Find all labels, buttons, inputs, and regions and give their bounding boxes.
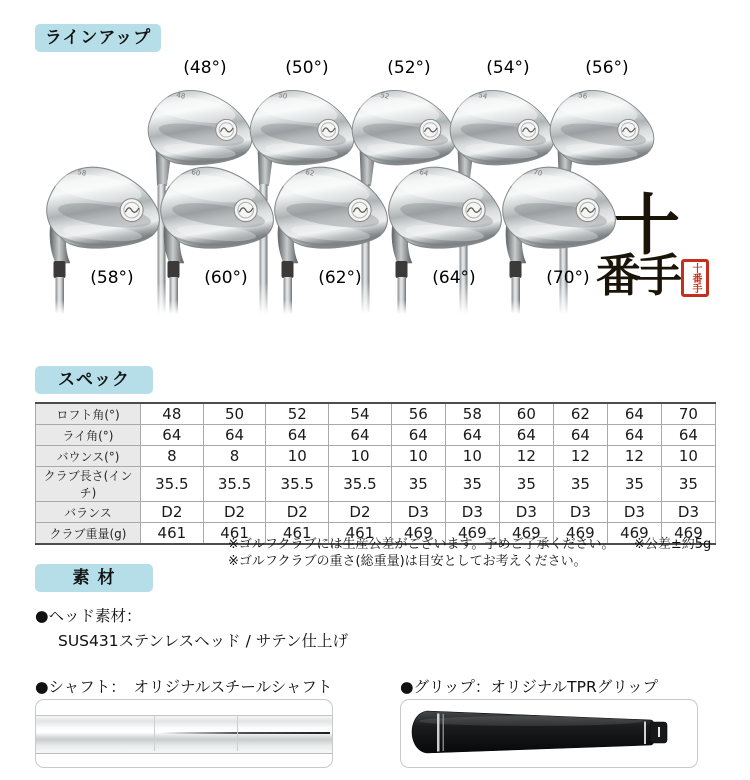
logo-characters-bottom: 番手 [596,248,679,302]
spec-cell: 64 [661,425,715,446]
club-loft-label: (70°) [546,268,590,288]
spec-cell: D2 [266,502,329,523]
spec-cell: 469 [661,523,715,545]
spec-cell: 12 [607,446,661,467]
shaft-image [35,699,333,768]
jubante-logo [596,186,712,302]
spec-cell: 35.5 [266,467,329,502]
club-loft-label: (58°) [90,268,134,288]
svg-text:50: 50 [277,91,288,101]
spec-cell: 64 [445,425,499,446]
spec-table-row [36,467,716,502]
spec-cell: D2 [203,502,266,523]
club-head-58 [40,158,165,318]
spec-header: スペック [35,366,153,394]
spec-cell: 10 [391,446,445,467]
logo-character-top: 十 [614,186,680,264]
svg-text:52: 52 [379,91,390,101]
spec-cell: 10 [266,446,329,467]
club-head-62 [268,158,393,318]
svg-text:48: 48 [175,91,186,101]
spec-cell: 469 [553,523,607,545]
spec-cell: 56 [391,403,445,425]
club-loft-label: (52°) [387,58,431,78]
club-head-60 [154,158,279,318]
svg-text:54: 54 [477,91,488,101]
spec-note: ※ゴルフクラブには生産公差がございます。予めご了承ください。 ※公差±約5g [228,537,712,552]
spec-cell: 469 [445,523,499,545]
spec-cell: 35.5 [141,467,204,502]
spec-cell: D3 [607,502,661,523]
spec-cell: D3 [391,502,445,523]
spec-row-label: ロフト角(°) [36,403,141,425]
spec-row-label: バウンス(°) [36,446,141,467]
shaft-label: ●シャフト： オリジナルスチールシャフト [35,678,333,696]
head-material-value: SUS431ステンレスヘッド / サテン仕上げ [58,632,348,650]
grip-image [400,699,698,768]
spec-cell: 35 [553,467,607,502]
spec-table [35,402,716,545]
club-loft-label: (64°) [432,268,476,288]
spec-cell: 461 [266,523,329,545]
spec-cell: 62 [553,403,607,425]
steel-shaft-graphic [36,715,332,754]
spec-cell: 10 [445,446,499,467]
spec-cell: D2 [329,502,392,523]
spec-row-label: バランス [36,502,141,523]
spec-cell: 35 [607,467,661,502]
tpr-grip-graphic [401,700,695,765]
spec-cell: 12 [499,446,553,467]
spec-cell: 12 [553,446,607,467]
lineup-header: ラインアップ [35,24,161,52]
spec-cell: 35 [499,467,553,502]
spec-cell: D3 [445,502,499,523]
club-loft-label: (50°) [285,58,329,78]
spec-cell: 8 [141,446,204,467]
club-loft-label: (60°) [204,268,248,288]
spec-table-row [36,446,716,467]
spec-row-label: ライ角(°) [36,425,141,446]
spec-cell: 54 [329,403,392,425]
spec-cell: 461 [329,523,392,545]
grip-label: ●グリップ：オリジナルTPRグリップ [400,678,659,696]
spec-cell: 35 [391,467,445,502]
spec-cell: 60 [499,403,553,425]
svg-text:56: 56 [577,91,588,101]
svg-text:64: 64 [418,168,429,178]
spec-table-row [36,502,716,523]
spec-cell: 469 [499,523,553,545]
spec-cell: D3 [499,502,553,523]
spec-cell: 64 [391,425,445,446]
spec-cell: 70 [661,403,715,425]
spec-table-row [36,425,716,446]
club-loft-label: (54°) [486,58,530,78]
spec-cell: 35 [445,467,499,502]
club-head-64 [382,158,507,318]
spec-cell: 10 [661,446,715,467]
spec-cell: 8 [203,446,266,467]
spec-cell: 52 [266,403,329,425]
spec-cell: 64 [266,425,329,446]
spec-cell: 64 [329,425,392,446]
club-loft-label: (56°) [585,58,629,78]
spec-cell: D3 [553,502,607,523]
spec-cell: 64 [203,425,266,446]
spec-cell: 64 [607,403,661,425]
hanko-seal-icon [681,259,709,297]
spec-cell: 35 [661,467,715,502]
spec-cell: 35.5 [203,467,266,502]
spec-cell: 64 [141,425,204,446]
svg-text:58: 58 [76,168,87,178]
spec-cell: 35.5 [329,467,392,502]
spec-cell: 58 [445,403,499,425]
head-material-label: ●ヘッド素材： [35,607,142,625]
spec-cell: 48 [141,403,204,425]
hanko-seal-text: 十番手 [690,262,702,293]
spec-note: ※ゴルフクラブの重さ(総重量)は目安としてお考えください。 [228,554,587,569]
svg-text:70: 70 [532,168,543,178]
spec-cell: 64 [607,425,661,446]
club-loft-label: (62°) [318,268,362,288]
spec-cell: D3 [661,502,715,523]
spec-cell: 64 [553,425,607,446]
spec-cell: 461 [203,523,266,545]
spec-cell: 461 [141,523,204,545]
material-header: 素 材 [35,564,153,592]
spec-row-label: クラブ長さ(インチ) [36,467,141,502]
spec-table-row [36,403,716,425]
svg-text:60: 60 [190,168,201,178]
spec-cell: 50 [203,403,266,425]
svg-text:62: 62 [304,168,315,178]
spec-row-label: クラブ重量(g) [36,523,141,545]
spec-cell: 10 [329,446,392,467]
spec-cell: 469 [607,523,661,545]
club-loft-label: (48°) [183,58,227,78]
spec-cell: 64 [499,425,553,446]
spec-cell: 469 [391,523,445,545]
spec-cell: D2 [141,502,204,523]
